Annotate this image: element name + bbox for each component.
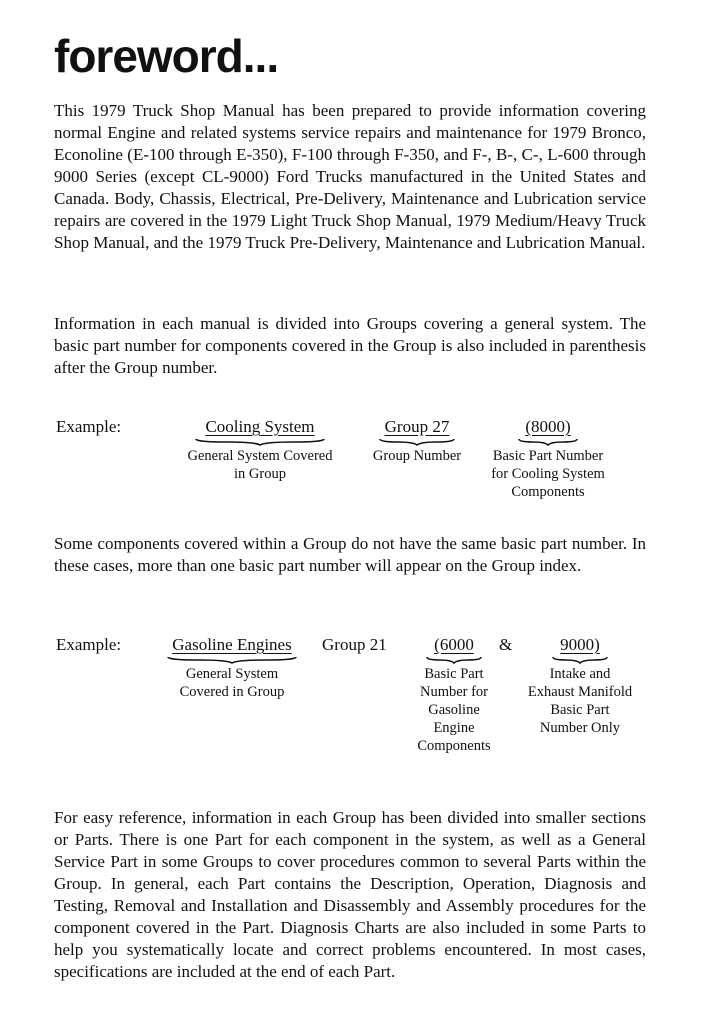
parts-paragraph: For easy reference, information in each Group has been divided into smaller sections or Parts. There is one Part for each component in the system, as well as a General Service Part in some Groups to cover procedures common to several Parts within the Group. In general, each Part contains the Description, Operation, Diagnosis and Testing, Removal and Installation and Disassembly and Assembly procedures for the component covered in the Part. Diagnosis Charts are also included in some Parts to help you systematically locate and correct problems encountered. In most cases, specifications are included at the end of each Part. <box>54 808 646 981</box>
ampersand: & <box>499 635 513 654</box>
multiple-parts-paragraph: Some components covered within a Group do not have the same basic part number. In these cases, more than one basic part number will appear on the Group index. <box>54 534 646 575</box>
brace-icon <box>167 656 297 664</box>
brace-icon <box>518 438 578 446</box>
brace-icon <box>552 656 608 664</box>
part-number-term: (6000 <box>434 635 474 654</box>
part-number-description: Basic Part Number for Gasoline Engine Components <box>417 666 491 754</box>
part-number-term: 9000) <box>560 635 600 654</box>
intro-paragraph: This 1979 Truck Shop Manual has been prepared to provide information covering normal Engine and related systems service repairs and maintenance for 1979 Bronco, Econoline (E-100 through E-350), F-100 through F-350, and F-, B-, C-, L-600 through 9000 Series (except CL-9000) Ford Trucks manufactured in the United States and Canada. Body, Chassis, Electrical, Pre-Delivery, Maintenance and Lubrication service repairs are covered in the 1979 Light Truck Shop Manual, 1979 Medium/Heavy Truck Shop Manual, and the 1979 Truck Pre-Delivery, Maintenance and Lubrication Manual. <box>54 101 646 252</box>
example-2-manifold-part <box>516 634 644 737</box>
system-term: Cooling System <box>205 417 315 436</box>
system-term: Gasoline Engines <box>172 635 292 654</box>
example-1-group <box>362 416 472 465</box>
example-2-label: Example: <box>56 635 122 654</box>
page-title: foreword... <box>54 30 279 82</box>
example-2-gasoline-part <box>402 634 506 755</box>
group-description: Group Number <box>372 448 462 464</box>
system-description: General System Covered in Group <box>179 666 285 700</box>
brace-icon <box>379 438 455 446</box>
group-number: Group 21 <box>322 635 387 654</box>
part-number-description: Intake and Exhaust Manifold Basic Part Number Only <box>527 666 633 736</box>
system-description: General System Covered in Group <box>187 448 333 482</box>
example-2-system <box>157 634 307 701</box>
example-1-label: Example: <box>56 417 122 436</box>
example-1-system <box>170 416 350 483</box>
groups-paragraph: Information in each manual is divided into Groups covering a general system. The basic part number for components covered in the Group is also included in parenthesis after the Group number. <box>54 314 646 377</box>
part-number-term: (8000) <box>525 417 571 436</box>
part-number-description: Basic Part Number for Cooling System Components <box>491 448 605 500</box>
brace-icon <box>426 656 482 664</box>
example-1-part-number <box>478 416 618 501</box>
brace-icon <box>195 438 325 446</box>
group-term: Group 27 <box>384 417 450 436</box>
